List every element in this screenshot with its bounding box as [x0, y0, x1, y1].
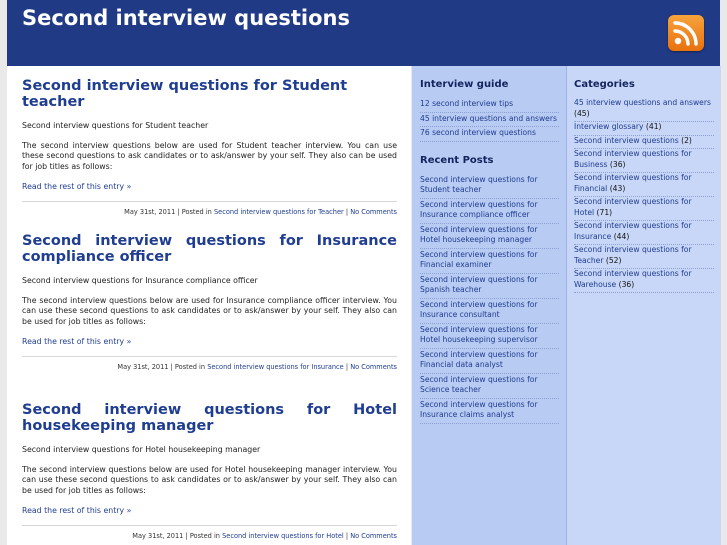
comments-link[interactable]: No Comments [350, 363, 397, 371]
category-item[interactable] [574, 269, 714, 293]
post-subtitle: Second interview questions for Insurance compliance officer [22, 276, 258, 285]
post-date: May 31st, 2011 [124, 208, 176, 216]
category-item[interactable] [574, 221, 714, 245]
main-content [7, 66, 411, 545]
recent-post-link[interactable]: Second interview questions for Insurance claims analyst [420, 399, 559, 424]
category-count: (36) [609, 159, 626, 169]
post-excerpt: The second interview questions below are used for Insurance compliance officer interview. You can use these second questions to ask candidates or to ask/answer by your self. They also can be used for job titles as follows: [22, 295, 397, 326]
category-item[interactable] [574, 245, 714, 269]
category-link[interactable]: Second interview questions for Hotel [574, 197, 692, 217]
post-excerpt: The second interview questions below are used for Hotel housekeeping manager interview. You can use these second questions to ask candidates or to ask/answer by your self. They also can be used for job titles as follows: [22, 464, 397, 495]
category-count: (44) [613, 231, 630, 241]
category-item[interactable] [574, 122, 714, 136]
category-count: (36) [618, 279, 635, 289]
recent-post-link[interactable]: Second interview questions for Insurance consultant [420, 299, 559, 324]
category-count: (41) [645, 122, 662, 131]
category-count: (2) [681, 135, 692, 145]
guide-link[interactable]: 45 interview questions and answers [420, 113, 559, 128]
category-link[interactable]: Second interview questions for Teacher [574, 245, 692, 265]
category-count: (71) [596, 207, 613, 217]
recent-post-link[interactable]: Second interview questions for Financial examiner [420, 249, 559, 274]
guide-link[interactable]: 76 second interview questions [420, 127, 559, 142]
meta-separator: | [345, 208, 349, 216]
category-link[interactable]: Second interview questions [574, 135, 679, 145]
category-link[interactable]: Interview glossary [574, 122, 644, 131]
interview-guide-heading: Interview guide [420, 79, 509, 90]
recent-posts-list [420, 174, 559, 424]
post [22, 233, 397, 371]
post-title[interactable]: Second interview questions for Student teacher [22, 78, 348, 110]
category-link[interactable]: Second interview questions for Insurance [574, 221, 692, 241]
meta-separator: | [345, 363, 349, 371]
post [22, 78, 397, 216]
category-count: (45) [574, 108, 590, 118]
posted-in-label: | Posted in [177, 208, 212, 216]
post-meta [22, 525, 397, 540]
category-link[interactable]: 45 interview questions and answers [574, 98, 711, 107]
post-category-link[interactable]: Second interview questions for Hotel [222, 532, 344, 540]
read-more-link[interactable]: Read the rest of this entry » [22, 337, 132, 346]
posted-in-label: | Posted in [170, 363, 206, 371]
post-category-link[interactable]: Second interview questions for Insurance [207, 363, 344, 371]
post-category-link[interactable]: Second interview questions for Teacher [213, 208, 344, 216]
category-link[interactable]: Second interview questions for Business [574, 149, 692, 169]
site-title[interactable]: Second interview questions [22, 6, 351, 30]
recent-post-link[interactable]: Second interview questions for Spanish teacher [420, 274, 559, 299]
post-date: May 31st, 2011 [132, 532, 184, 540]
posted-in-label: | Posted in [185, 532, 220, 540]
category-item[interactable] [574, 136, 714, 150]
categories-heading: Categories [574, 79, 635, 90]
category-count: (52) [605, 255, 622, 265]
post-date: May 31st, 2011 [117, 363, 169, 371]
category-item[interactable] [574, 98, 714, 122]
post [22, 402, 397, 540]
post-excerpt: The second interview questions below are used for Student teacher interview. You can use these second questions to ask candidates or to ask/answer by your self. They also can be used for job titles as follows: [22, 140, 397, 171]
post-meta [22, 201, 397, 216]
categories-list [574, 98, 714, 293]
sidebar-primary [412, 66, 566, 545]
recent-post-link[interactable]: Second interview questions for Science teacher [420, 374, 559, 399]
recent-post-link[interactable]: Second interview questions for Hotel housekeeping manager [420, 224, 559, 249]
category-count: (43) [609, 183, 626, 193]
read-more-link[interactable]: Read the rest of this entry » [22, 182, 132, 191]
category-item[interactable] [574, 149, 714, 173]
guide-link[interactable]: 12 second interview tips [420, 98, 559, 113]
post-title[interactable]: Second interview questions for Hotel housekeeping manager [22, 402, 397, 434]
category-link[interactable]: Second interview questions for Warehouse [574, 269, 692, 289]
recent-post-link[interactable]: Second interview questions for Insurance compliance officer [420, 199, 559, 224]
read-more-link[interactable]: Read the rest of this entry » [22, 506, 132, 515]
comments-link[interactable]: No Comments [350, 532, 397, 540]
recent-post-link[interactable]: Second interview questions for Student teacher [420, 174, 559, 199]
interview-guide-list [420, 98, 559, 142]
category-item[interactable] [574, 173, 714, 197]
recent-posts-heading: Recent Posts [420, 154, 494, 166]
recent-post-link[interactable]: Second interview questions for Financial data analyst [420, 349, 559, 374]
post-subtitle: Second interview questions for Hotel housekeeping manager [22, 445, 261, 454]
comments-link[interactable]: No Comments [350, 208, 397, 216]
sidebar-categories [566, 66, 721, 545]
post-subtitle: Second interview questions for Student teacher [22, 121, 209, 130]
category-link[interactable]: Second interview questions for Financial [574, 173, 692, 193]
post-title[interactable]: Second interview questions for Insurance compliance officer [22, 233, 397, 265]
post-meta [22, 356, 397, 371]
site-header [7, 0, 720, 66]
meta-separator: | [345, 532, 349, 540]
category-item[interactable] [574, 197, 714, 221]
rss-feed-icon[interactable] [668, 15, 704, 51]
recent-post-link[interactable]: Second interview questions for Hotel housekeeping supervisor [420, 324, 559, 349]
